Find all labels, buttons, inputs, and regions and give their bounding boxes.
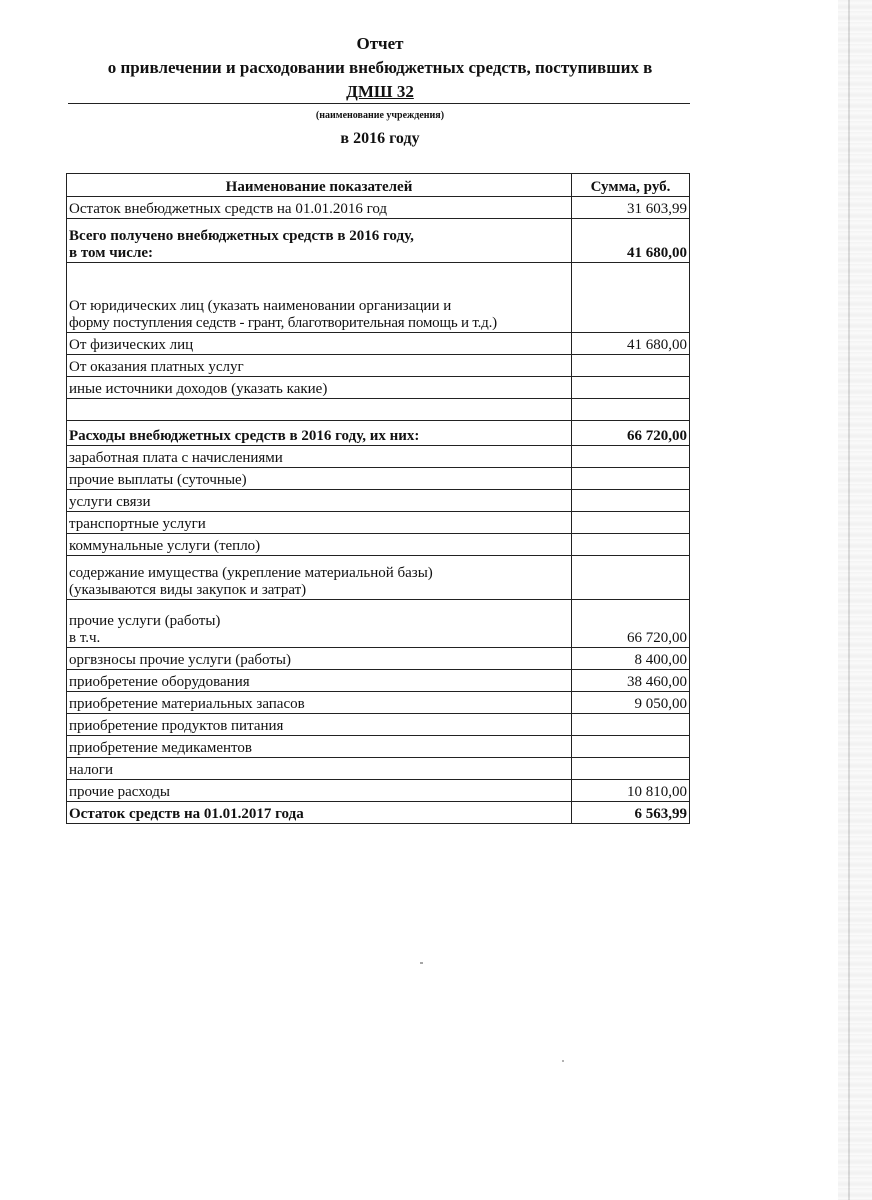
row-amount — [572, 377, 690, 399]
row-label-line1: Всего получено внебюджетных средств в 2016 году, — [69, 228, 414, 244]
row-label: приобретение продуктов питания — [67, 714, 572, 736]
row-label: коммунальные услуги (тепло) — [67, 534, 572, 556]
row-label: транспортные услуги — [67, 512, 572, 534]
row-other-payments — [67, 468, 690, 490]
organization-caption: (наименование учреждения) — [315, 110, 445, 121]
row-amount: 66 720,00 — [572, 600, 690, 648]
row-other-income — [67, 377, 690, 399]
row-amount: 31 603,99 — [572, 197, 690, 219]
row-amount: 38 460,00 — [572, 670, 690, 692]
row-total-expenses — [67, 421, 690, 446]
row-label: Остаток внебюджетных средств на 01.01.2016 год — [67, 197, 572, 219]
row-label-line2: форму поступления седств - грант, благотворительная помощь и т.д.) — [69, 315, 497, 331]
report-subtitle: о привлечении и расходовании внебюджетных средств, поступивших в — [107, 58, 653, 77]
row-closing-balance — [67, 802, 690, 824]
header-amount: Сумма, руб. — [572, 174, 690, 197]
row-amount: 8 400,00 — [572, 648, 690, 670]
row-opening-balance — [67, 197, 690, 219]
row-label-line1: прочие услуги (работы) — [69, 613, 221, 629]
row-amount: 10 810,00 — [572, 780, 690, 802]
row-empty — [67, 399, 690, 421]
row-transport — [67, 512, 690, 534]
row-amount: 66 720,00 — [572, 421, 690, 446]
row-amount — [572, 714, 690, 736]
scan-speck — [420, 962, 423, 964]
row-label: приобретение медикаментов — [67, 736, 572, 758]
row-other-expenses — [67, 780, 690, 802]
row-label: приобретение материальных запасов — [67, 692, 572, 714]
table-header-row — [67, 174, 690, 197]
row-label: оргвзносы прочие услуги (работы) — [67, 648, 572, 670]
row-label — [67, 263, 572, 333]
row-amount: 41 680,00 — [572, 219, 690, 263]
row-label: Остаток средств на 01.01.2017 года — [67, 802, 572, 824]
row-label: услуги связи — [67, 490, 572, 512]
row-equipment — [67, 670, 690, 692]
row-salary — [67, 446, 690, 468]
row-property-maintenance — [67, 556, 690, 600]
row-label: прочие расходы — [67, 780, 572, 802]
row-label — [67, 600, 572, 648]
row-label — [67, 219, 572, 263]
row-amount — [572, 355, 690, 377]
row-label — [67, 556, 572, 600]
row-label: приобретение оборудования — [67, 670, 572, 692]
row-amount — [572, 736, 690, 758]
report-title: Отчет — [356, 34, 404, 53]
row-communication — [67, 490, 690, 512]
row-label: От оказания платных услуг — [67, 355, 572, 377]
row-label — [67, 399, 572, 421]
row-label-line2: в том числе: — [69, 245, 154, 261]
row-label: иные источники доходов (указать какие) — [67, 377, 572, 399]
row-label: налоги — [67, 758, 572, 780]
row-food — [67, 714, 690, 736]
row-paid-services — [67, 355, 690, 377]
row-amount: 6 563,99 — [572, 802, 690, 824]
row-amount — [572, 468, 690, 490]
row-label: Расходы внебюджетных средств в 2016 году, их них: — [67, 421, 572, 446]
scan-edge-line — [848, 0, 850, 1200]
row-other-services — [67, 600, 690, 648]
row-label: прочие выплаты (суточные) — [67, 468, 572, 490]
row-label-line2: в т.ч. — [69, 630, 101, 646]
row-amount: 41 680,00 — [572, 333, 690, 355]
row-individuals — [67, 333, 690, 355]
row-fees — [67, 648, 690, 670]
row-amount: 9 050,00 — [572, 692, 690, 714]
row-total-received — [67, 219, 690, 263]
header-name: Наименование показателей — [67, 174, 572, 197]
row-label: От физических лиц — [67, 333, 572, 355]
scan-edge-shadow — [838, 0, 872, 1200]
row-utilities — [67, 534, 690, 556]
row-amount — [572, 490, 690, 512]
row-legal-entities — [67, 263, 690, 333]
organization-name: ДМШ 32 — [346, 82, 414, 101]
row-amount — [572, 263, 690, 333]
row-amount — [572, 758, 690, 780]
row-taxes — [67, 758, 690, 780]
report-period: в 2016 году — [340, 130, 420, 147]
organization-underline — [68, 103, 690, 104]
row-amount — [572, 512, 690, 534]
report-table — [66, 173, 690, 824]
row-label-line1: содержание имущества (укрепление материальной базы) — [69, 565, 433, 581]
row-amount — [572, 399, 690, 421]
row-amount — [572, 446, 690, 468]
row-materials — [67, 692, 690, 714]
row-label: заработная плата с начислениями — [67, 446, 572, 468]
row-label-line1: От юридических лиц (указать наименовании организации и — [69, 298, 452, 314]
row-medicines — [67, 736, 690, 758]
scan-speck — [562, 1060, 564, 1062]
row-amount — [572, 534, 690, 556]
row-amount — [572, 556, 690, 600]
row-label-line2: (указываются виды закупок и затрат) — [69, 582, 307, 598]
